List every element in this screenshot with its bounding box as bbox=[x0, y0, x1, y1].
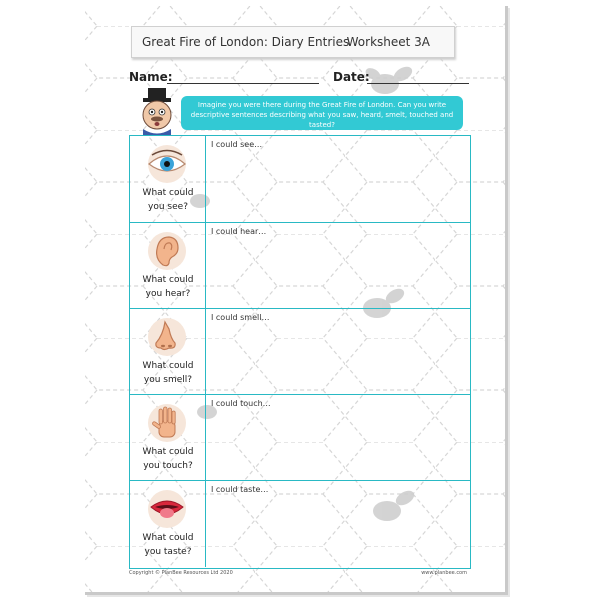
eye-icon bbox=[143, 144, 191, 184]
instructions-banner bbox=[181, 96, 463, 130]
nose-icon bbox=[143, 317, 191, 357]
name-label: Name: bbox=[129, 70, 173, 84]
website-text: www.planbee.com bbox=[421, 570, 467, 576]
table-row-taste bbox=[130, 480, 470, 567]
question-label: What could you smell? bbox=[142, 361, 194, 385]
worksheet-number: Worksheet 3A bbox=[346, 35, 430, 49]
sentence-starter: I could taste… bbox=[211, 485, 269, 494]
picture-cell bbox=[130, 223, 206, 309]
ear-icon bbox=[143, 231, 191, 271]
picture-cell bbox=[130, 136, 206, 222]
table-row-smell bbox=[130, 308, 470, 395]
date-line bbox=[367, 83, 469, 84]
worksheet-title: Great Fire of London: Diary Entries bbox=[142, 35, 350, 49]
sentence-starter: I could hear… bbox=[211, 227, 267, 236]
table-row-touch bbox=[130, 394, 470, 481]
question-label: What could you taste? bbox=[142, 533, 194, 557]
question-label: What could you touch? bbox=[142, 447, 194, 471]
instructions-text: Imagine you were there during the Great Fire of London. Can you write descriptive sentences describing what you saw, heard, smelt, touched and tasted? bbox=[190, 101, 454, 129]
date-label: Date: bbox=[333, 70, 370, 84]
copyright-text: Copyright © PlanBee Resources Ltd 2020 bbox=[129, 570, 233, 576]
sentence-starter: I could touch… bbox=[211, 399, 271, 408]
worksheet-page bbox=[85, 6, 508, 595]
name-line bbox=[167, 83, 319, 84]
table-row-see bbox=[130, 136, 470, 222]
picture-cell bbox=[130, 395, 206, 481]
sentence-starter: I could see… bbox=[211, 140, 263, 149]
sentence-starter: I could smell… bbox=[211, 313, 270, 322]
question-label: What could you hear? bbox=[142, 275, 194, 299]
mouth-icon bbox=[143, 489, 191, 529]
sense-table bbox=[129, 135, 471, 569]
question-label: What could you see? bbox=[142, 188, 194, 212]
title-bar bbox=[131, 26, 455, 58]
picture-cell bbox=[130, 309, 206, 395]
character-mascot-icon bbox=[131, 86, 183, 136]
picture-cell bbox=[130, 481, 206, 567]
hand-icon bbox=[143, 403, 191, 443]
table-row-hear bbox=[130, 222, 470, 309]
